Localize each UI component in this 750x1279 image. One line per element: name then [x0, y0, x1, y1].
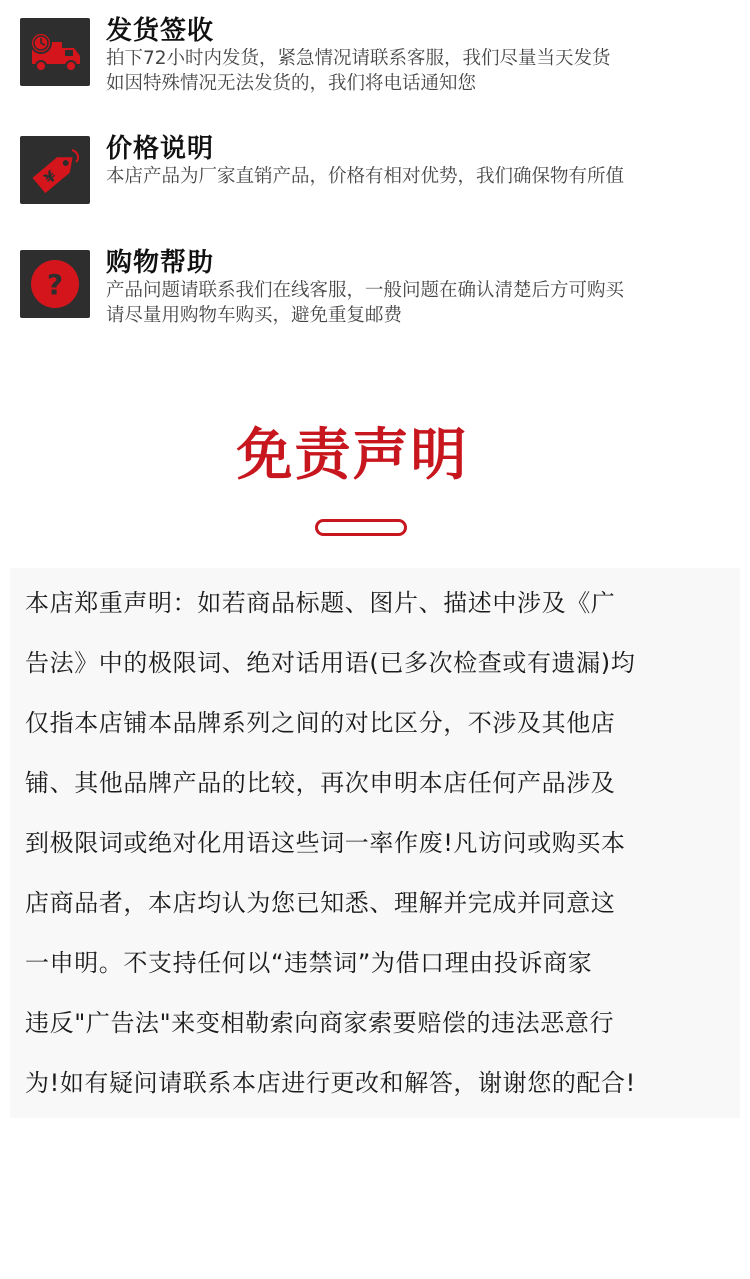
disclaimer-line: 店商品者，本店均认为您已知悉、理解并完成并同意这	[25, 889, 616, 917]
svg-text:¥: ¥	[40, 167, 61, 188]
disclaimer-box	[10, 568, 740, 1118]
disclaimer-line: 为!如有疑问请联系本店进行更改和解答，谢谢您的配合!	[25, 1069, 636, 1097]
title-underline-decoration	[315, 519, 407, 536]
disclaimer-title: 免责声明	[236, 423, 469, 488]
disclaimer-line: 仅指本店铺本品牌系列之间的对比区分，不涉及其他店	[25, 709, 616, 737]
section-title: 发货签收	[106, 16, 215, 46]
disclaimer-line: 本店郑重声明：如若商品标题、图片、描述中涉及《广	[25, 589, 616, 617]
disclaimer-line: 铺、其他品牌产品的比较，再次申明本店任何产品涉及	[25, 769, 616, 797]
disclaimer-line: 告法》中的极限词、绝对话用语(已多次检查或有遗漏)均	[25, 649, 636, 677]
price-tag-icon	[20, 136, 90, 204]
question-mark-icon	[20, 250, 90, 318]
info-section-help	[20, 248, 735, 338]
section-title: 价格说明	[106, 134, 215, 164]
section-text-line: 本店产品为厂家直销产品，价格有相对优势，我们确保物有所值	[106, 166, 625, 187]
section-text-line: 如因特殊情况无法发货的，我们将电话通知您	[106, 73, 477, 94]
svg-text:?: ?	[46, 268, 64, 301]
section-text-line: 拍下72小时内发货，紧急情况请联系客服，我们尽量当天发货	[106, 48, 611, 69]
section-text-line: 请尽量用购物车购买，避免重复邮费	[106, 305, 403, 326]
info-section-price	[20, 134, 735, 214]
info-section-shipping	[20, 16, 735, 106]
disclaimer-line: 到极限词或绝对化用语这些词一率作废!凡访问或购买本	[25, 829, 626, 857]
disclaimer-line: 违反"广告法"来变相勒索向商家索要赔偿的违法恶意行	[25, 1009, 615, 1037]
disclaimer-line: 一申明。不支持任何以“违禁词”为借口理由投诉商家	[25, 949, 593, 977]
delivery-truck-icon	[20, 18, 90, 86]
section-title: 购物帮助	[106, 248, 215, 278]
section-text-line: 产品问题请联系我们在线客服，一般问题在确认清楚后方可购买	[106, 280, 625, 301]
